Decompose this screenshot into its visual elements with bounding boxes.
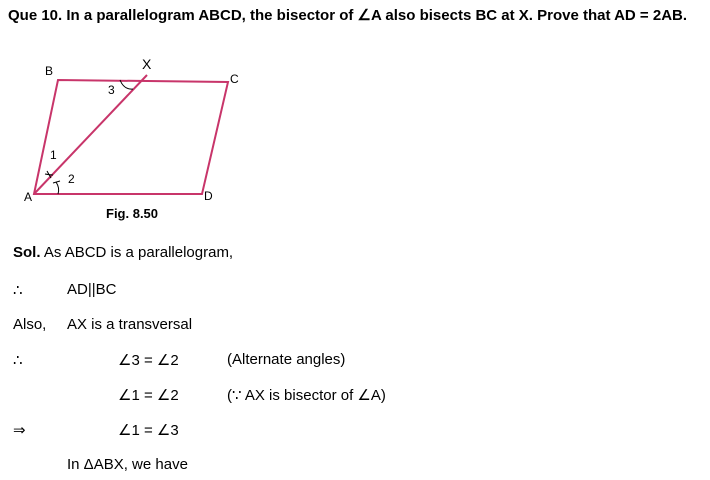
vertex-label-c: C <box>230 72 239 86</box>
solution-intro <box>13 244 233 261</box>
statement-ad-parallel-bc: AD||BC <box>67 281 117 298</box>
symbol-therefore: ∴ <box>13 282 23 299</box>
angle-2-arc <box>56 182 59 194</box>
figure-caption: Fig. 8.50 <box>106 206 159 221</box>
symbol-also: Also, <box>13 316 47 333</box>
parallelogram-figure <box>20 58 260 228</box>
sol-intro-text: As ABCD is a parallelogram, <box>43 244 234 261</box>
statement-angle1-eq-angle3: ∠1 = ∠3 <box>118 422 179 439</box>
angle-label-3: 3 <box>108 83 115 97</box>
sol-label: Sol. <box>13 244 41 261</box>
symbol-therefore-2: ∴ <box>13 352 23 369</box>
vertex-label-a: A <box>24 190 33 204</box>
statement-angle3-eq-angle2: ∠3 = ∠2 <box>118 352 179 369</box>
angle-label-1: 1 <box>50 148 57 162</box>
parallelogram-abcd <box>34 80 228 194</box>
reason-bisector: (∵ AX is bisector of ∠A) <box>227 387 386 404</box>
question-title: Que 10. In a parallelogram ABCD, the bisector of ∠A also bisects BC at X. Prove that AD = 2AB. <box>8 7 688 24</box>
reason-alternate-angles: (Alternate angles) <box>227 351 346 368</box>
point-label-x: X <box>142 56 152 72</box>
statement-angle1-eq-angle2: ∠1 = ∠2 <box>118 387 179 404</box>
vertex-label-d: D <box>204 189 213 203</box>
angle-label-2: 2 <box>68 172 75 186</box>
statement-transversal: AX is a transversal <box>67 316 193 333</box>
figure-drawing <box>20 58 260 228</box>
bisector-ax <box>34 75 147 194</box>
symbol-implies: ⇒ <box>13 422 26 439</box>
statement-in-triangle-abx: In ΔABX, we have <box>67 456 188 473</box>
vertex-label-b: B <box>45 64 54 78</box>
